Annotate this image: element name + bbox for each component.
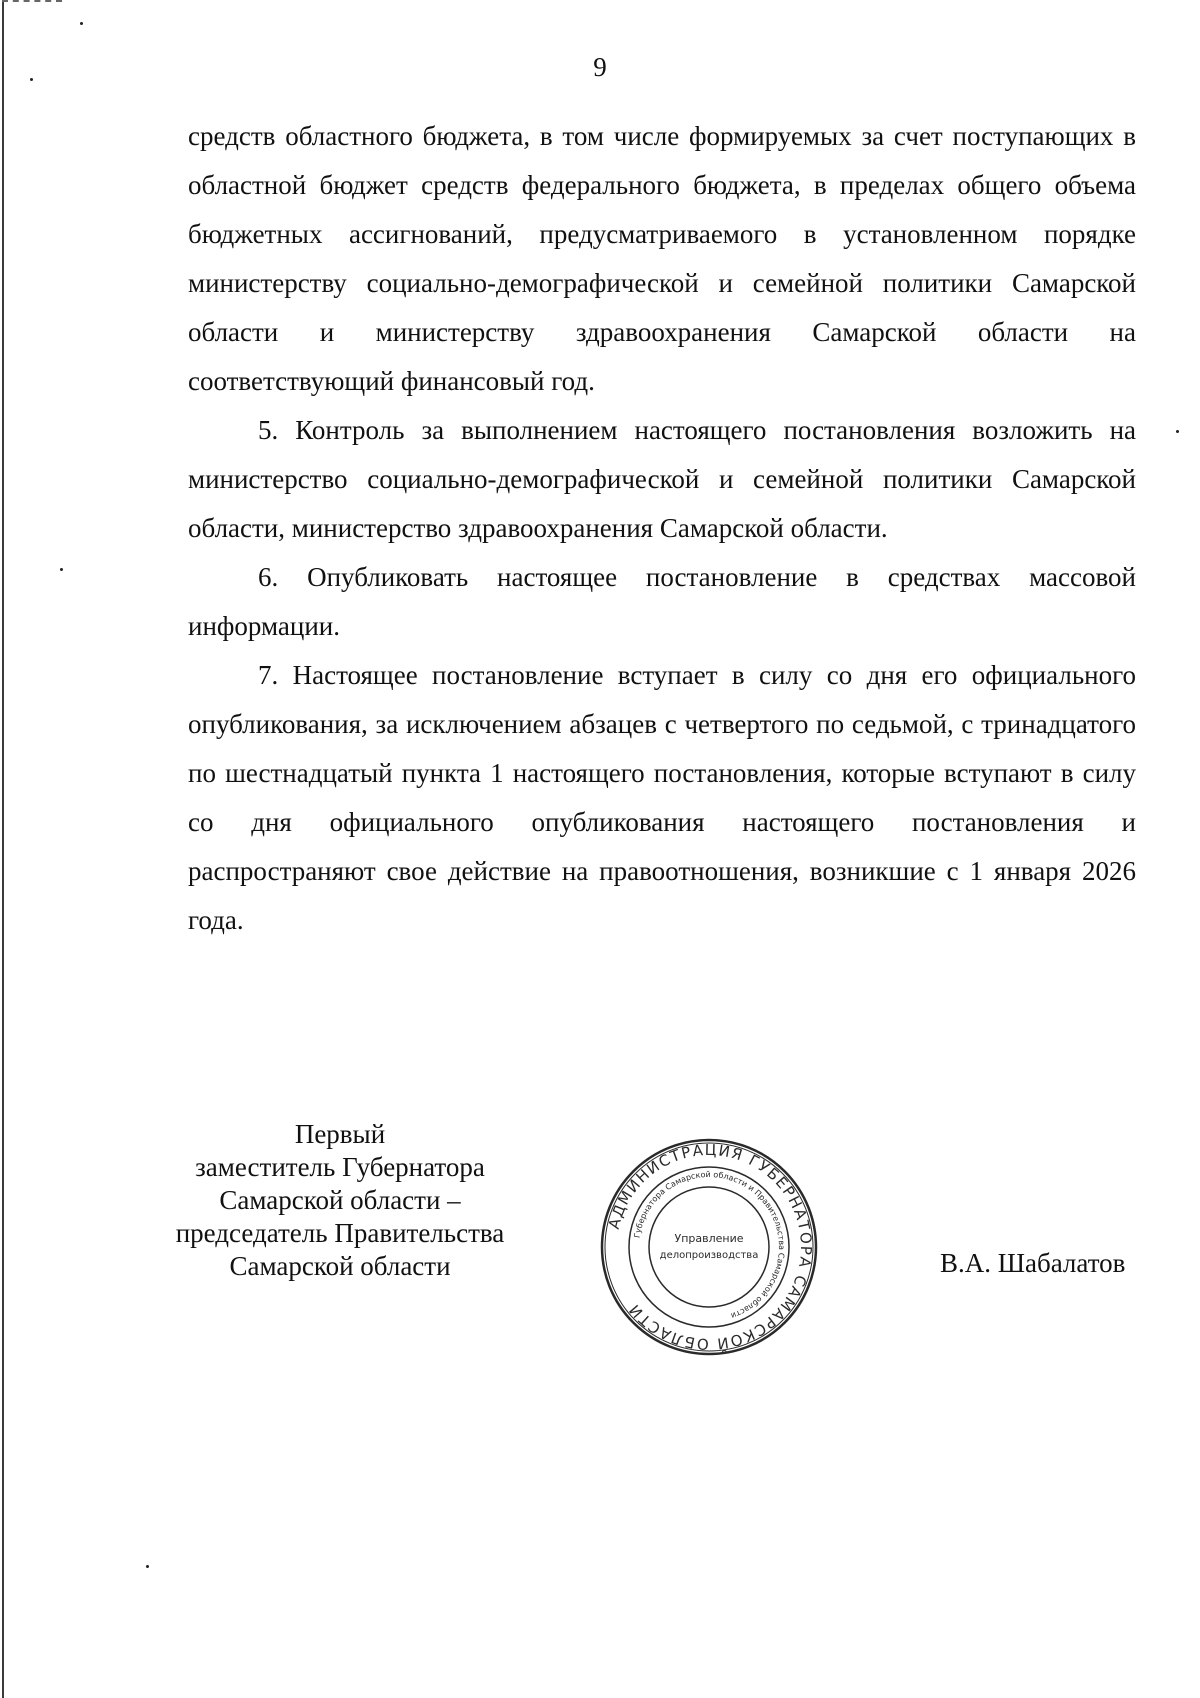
paragraph-5: 5. Контроль за выполнением настоящего постановления возложить на министерство социально-демографической и семейной политики Самарской области, министерство здравоохранения Самарской области. [188,415,1136,543]
stamp-center-line: Управление [674,1232,744,1245]
official-stamp [598,1136,820,1358]
scan-edge-dash [2,0,62,4]
stamp-outer-text: АДМИНИСТРАЦИЯ ГУБЕРНАТОРА САМАРСКОЙ ОБЛАСТИ [604,1140,816,1354]
scan-speck [80,22,83,25]
signatory-title-line: Первый [294,1119,386,1149]
stamp-middle-ring [629,1167,789,1327]
scan-speck [1176,430,1179,433]
document-body [188,112,1136,945]
paragraph-6: 6. Опубликовать настоящее постановление в средствах массовой информации. [188,562,1136,641]
scan-edge-line [2,0,4,1698]
scan-speck [60,568,63,571]
signatory-title-line: Самарской области – [219,1185,461,1215]
stamp-inner-ring [649,1187,769,1307]
scan-speck [146,1565,149,1568]
signatory-title-line: Самарской области [229,1251,451,1281]
stamp-center-line: делопроизводства [659,1250,759,1261]
stamp-inner-ring-text: Губернатора Самарской области и Правительства Самарской области [632,1169,787,1321]
signatory-title-line: заместитель Губернатора [195,1152,485,1182]
signatory-title-line: председатель Правительства [175,1218,505,1248]
page-number: 9 [593,52,607,82]
signatory-title [170,1118,510,1283]
paragraph-7: 7. Настоящее постановление вступает в силу со дня его официального опубликования, за исключением абзацев с четвертого по седьмой, с тринадцатого по шестнадцатый пункта 1 настоящего постановления, которые вступают в силу со дня официального опубликования настоящего постановления и распространяют свое действие на правоотношения, возникшие с 1 января 2026 года. [188,660,1136,935]
signer-name: В.А. Шабалатов [940,1248,1126,1278]
paragraph-continuation: средств областного бюджета, в том числе формируемых за счет поступающих в областной бюджет средств федерального бюджета, в пределах общего объема бюджетных ассигнований, предусматриваемого в установленном порядке министерству социально-демографической и семейной политики Самарской области и министерству здравоохранения Самарской области на соответствующий финансовый год. [188,121,1136,396]
